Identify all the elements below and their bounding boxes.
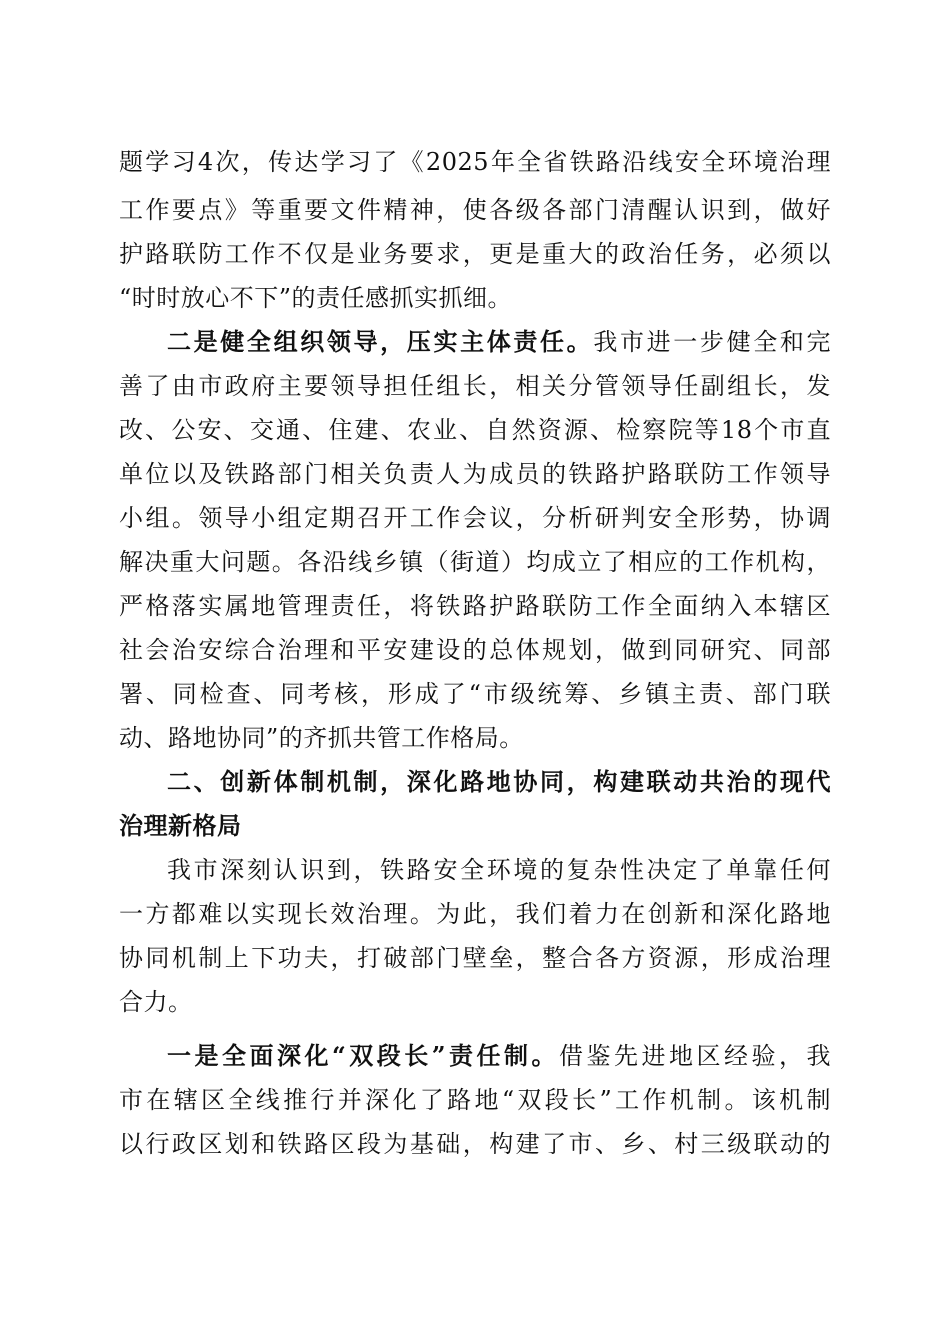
paragraph-line: 单位以及铁路部门相关负责人为成员的铁路护路联防工作领导 <box>119 460 831 488</box>
paragraph-text: 我市进一步健全和完 <box>593 328 832 356</box>
paragraph-line: 护路联防工作不仅是业务要求，更是重大的政治任务，必须以 <box>119 240 831 268</box>
paragraph-line: 严格落实属地管理责任，将铁路护路联防工作全面纳入本辖区 <box>119 592 831 620</box>
paragraph-line: 题学习4次，传达学习了《2025年全省铁路沿线安全环境治理 <box>119 148 831 176</box>
paragraph-lead: 二是健全组织领导，压实主体责任。 <box>167 327 594 356</box>
paragraph-text: 借鉴先进地区经验，我 <box>559 1042 832 1070</box>
section-heading: 治理新格局 <box>119 812 242 840</box>
paragraph-line: 合力。 <box>119 988 193 1016</box>
paragraph-line: 解决重大问题。各沿线乡镇（街道）均成立了相应的工作机构， <box>119 548 831 576</box>
paragraph-line: 市在辖区全线推行并深化了路地“双段长”工作机制。该机制 <box>119 1086 831 1114</box>
paragraph-first-line <box>167 1036 831 1076</box>
paragraph-first-line <box>167 322 831 362</box>
paragraph-line: 动、路地协同”的齐抓共管工作格局。 <box>119 724 524 752</box>
paragraph-lead: 一是全面深化“双段长”责任制。 <box>167 1041 560 1070</box>
paragraph-line: 署、同检查、同考核，形成了“市级统筹、乡镇主责、部门联 <box>119 680 831 708</box>
paragraph-line: 一方都难以实现长效治理。为此，我们着力在创新和深化路地 <box>119 900 831 928</box>
paragraph-line: 改、公安、交通、住建、农业、自然资源、检察院等18个市直 <box>119 416 831 444</box>
paragraph-line: 社会治安综合治理和平安建设的总体规划，做到同研究、同部 <box>119 636 831 664</box>
paragraph-line: 以行政区划和铁路区段为基础，构建了市、乡、村三级联动的 <box>119 1130 831 1158</box>
paragraph-line: 我市深刻认识到，铁路安全环境的复杂性决定了单靠任何 <box>167 856 831 884</box>
paragraph-line: 善了由市政府主要领导担任组长，相关分管领导任副组长，发 <box>119 372 831 400</box>
paragraph-line: 工作要点》等重要文件精神，使各级各部门清醒认识到，做好 <box>119 196 831 224</box>
paragraph-line: 小组。领导小组定期召开工作会议，分析研判安全形势，协调 <box>119 504 831 532</box>
paragraph-line: 协同机制上下功夫，打破部门壁垒，整合各方资源，形成治理 <box>119 944 831 972</box>
section-heading: 二、创新体制机制，深化路地协同，构建联动共治的现代 <box>167 768 831 796</box>
paragraph-line: “时时放心不下”的责任感抓实抓细。 <box>119 284 513 312</box>
